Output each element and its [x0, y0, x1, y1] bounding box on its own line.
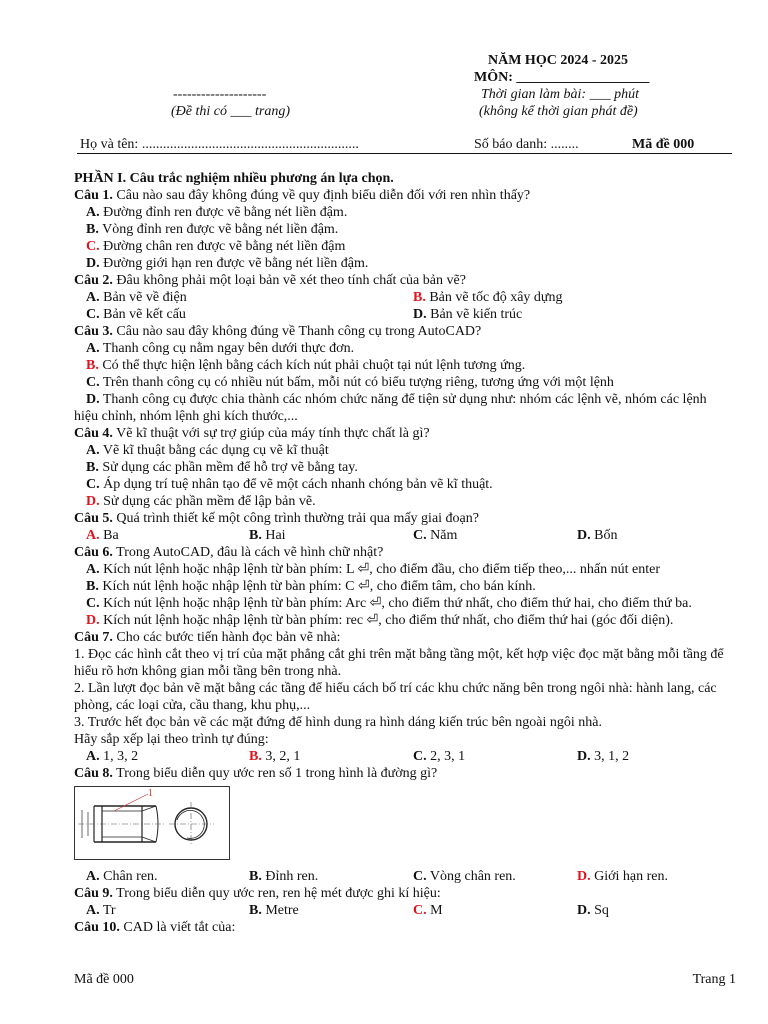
question-3: Câu 3. Câu nào sau đây không đúng về Thanh công cụ trong AutoCAD? — [74, 324, 482, 339]
q8-option-a: A. Chân ren. — [86, 869, 158, 884]
header-dashes: -------------------- — [173, 87, 267, 102]
q4-option-d: D. Sử dụng các phần mềm để lập bản vẽ. — [86, 494, 316, 509]
q1-option-c: C. Đường chân ren được vẽ bằng nét liền đậm — [86, 239, 346, 254]
question-9: Câu 9. Trong biểu diễn quy ước ren, ren hệ mét được ghi kí hiệu: — [74, 886, 441, 901]
q8-option-d: D. Giới hạn ren. — [577, 869, 669, 884]
q7-option-d: D. 3, 1, 2 — [577, 749, 630, 764]
q3-option-c: C. Trên thanh công cụ có nhiều nút bấm, mỗi nút có biểu tượng riêng, tương ứng với một lệnh — [86, 375, 614, 390]
q7-option-b: B. 3, 2, 1 — [249, 749, 301, 764]
q8-option-c: C. Vòng chân ren. — [413, 869, 516, 884]
q1-option-a: A. Đường đỉnh ren được vẽ bằng nét liền đậm. — [86, 205, 348, 220]
question-10: Câu 10. CAD là viết tắt của: — [74, 920, 236, 935]
thread-drawing-svg — [74, 786, 230, 860]
exam-code: Mã đề 000 — [632, 137, 695, 152]
question-5: Câu 5. Quá trình thiết kế một công trình thường trải qua mấy giai đoạn? — [74, 511, 479, 526]
q4-option-a: A. Vẽ kĩ thuật bằng các dụng cụ vẽ kĩ thuật — [86, 443, 329, 458]
q2-options-row-2 — [74, 306, 734, 323]
footer-page-number: Trang 1 — [692, 972, 736, 987]
thread-drawing-figure — [74, 786, 230, 860]
question-1: Câu 1. Câu nào sau đây không đúng về quy định biểu diễn đối với ren nhìn thấy? — [74, 188, 531, 203]
q2-option-c: C. Bản vẽ kết cấu — [86, 307, 186, 322]
subject-line: MÔN: ___________________ — [474, 70, 650, 85]
q1-option-b: B. Vòng đỉnh ren được vẽ bằng nét liền đậm. — [86, 222, 339, 237]
q3-option-d: D. Thanh công cụ được chia thành các nhóm chức năng để tiện sử dụng như: nhóm các lệnh vẽ, nhóm các lệnh hiệu chỉnh, nhóm lệnh ghi kích thước,... — [74, 392, 707, 424]
school-year: NĂM HỌC 2024 - 2025 — [488, 53, 628, 68]
q3-option-b: B. Có thể thực hiện lệnh bằng cách kích nút phải chuột tại nút lệnh tương ứng. — [86, 358, 526, 373]
q5-options — [74, 527, 734, 544]
q5-option-b: B. Hai — [249, 528, 286, 543]
q3-option-a: A. Thanh công cụ nằm ngay bên dưới thực đơn. — [86, 341, 355, 356]
q2-option-b: B. Bản vẽ tốc độ xây dựng — [413, 290, 563, 305]
pages-note: (Đề thi có ___ trang) — [171, 104, 290, 119]
question-6: Câu 6. Trong AutoCAD, đâu là cách vẽ hình chữ nhật? — [74, 545, 384, 560]
q2-options-row-1 — [74, 289, 734, 306]
time-allowed: Thời gian làm bài: ___ phút — [481, 87, 639, 102]
q9-options — [74, 902, 734, 919]
q9-option-a: A. Tr — [86, 903, 116, 918]
question-7: Câu 7. Cho các bước tiến hành đọc bản vẽ nhà: — [74, 630, 341, 645]
q4-option-b: B. Sử dụng các phần mềm để hỗ trợ vẽ bằng tay. — [86, 460, 358, 475]
q7-step-2: 2. Lần lượt đọc bản vẽ mặt bằng các tầng để hiểu cách bố trí các khu chức năng bên trong ngôi nhà: hành lang, các phòng, các loại cửa, cầu thang, khu phụ,... — [74, 681, 717, 713]
q5-option-a: A. Ba — [86, 528, 119, 543]
q6-option-a: A. Kích nút lệnh hoặc nhập lệnh từ bàn phím: L ⏎, cho điểm đầu, cho điểm tiếp theo,... nhấn nút enter — [86, 562, 661, 577]
q7-step-3: 3. Trước hết đọc bản vẽ các mặt đứng để hình dung ra hình dáng kiến trúc bên ngoài ngôi nhà. — [74, 715, 603, 730]
question-4: Câu 4. Vẽ kĩ thuật với sự trợ giúp của máy tính thực chất là gì? — [74, 426, 430, 441]
q6-option-c: C. Kích nút lệnh hoặc nhập lệnh từ bàn phím: Arc ⏎, cho điểm thứ nhất, cho điểm thứ hai, cho điểm thứ ba. — [86, 596, 692, 611]
question-2: Câu 2. Đâu không phải một loại bản vẽ xét theo tính chất của bản vẽ? — [74, 273, 466, 288]
q4-option-c: C. Áp dụng trí tuệ nhân tạo để vẽ một cách nhanh chóng bản vẽ kĩ thuật. — [86, 477, 493, 492]
q5-option-c: C. Năm — [413, 528, 458, 543]
q7-instruction: Hãy sắp xếp lại theo trình tự đúng: — [74, 732, 269, 747]
q5-option-d: D. Bốn — [577, 528, 618, 543]
q2-option-d: D. Bản vẽ kiến trúc — [413, 307, 523, 322]
q8-options — [74, 868, 734, 885]
q7-option-c: C. 2, 3, 1 — [413, 749, 466, 764]
q7-option-a: A. 1, 3, 2 — [86, 749, 139, 764]
q6-option-b: B. Kích nút lệnh hoặc nhập lệnh từ bàn phím: C ⏎, cho điểm tâm, cho bán kính. — [86, 579, 536, 594]
q8-option-b: B. Đỉnh ren. — [249, 869, 319, 884]
time-note: (không kể thời gian phát đề) — [479, 104, 638, 119]
question-8: Câu 8. Trong biểu diễn quy ước ren số 1 trong hình là đường gì? — [74, 766, 438, 781]
q9-option-c: C. M — [413, 903, 443, 918]
q7-options — [74, 748, 734, 765]
figure-label-1: 1 — [148, 788, 153, 799]
q7-step-1: 1. Đọc các hình cắt theo vị trí của mặt phẳng cắt ghi trên mặt bằng tầng một, kết hợp việc đọc mặt bằng mỗi tầng để hiểu rõ hơn không gian mỗi tầng bên trong nhà. — [74, 647, 724, 679]
exam-body — [74, 170, 734, 936]
q6-option-d: D. Kích nút lệnh hoặc nhập lệnh từ bàn phím: rec ⏎, cho điểm thứ nhất, cho điểm thứ hai (góc đối diện). — [86, 613, 674, 628]
candidate-number-field: Số báo danh: ........ — [474, 137, 579, 152]
q1-option-d: D. Đường giới hạn ren được vẽ bằng nét liền đậm. — [86, 256, 369, 271]
student-name-field: Họ và tên: .............................................................. — [80, 137, 359, 152]
section-title: PHẦN I. Câu trắc nghiệm nhiều phương án lựa chọn. — [74, 171, 394, 186]
q9-option-d: D. Sq — [577, 903, 609, 918]
q2-option-a: A. Bản vẽ về điện — [86, 290, 187, 305]
header-rule — [77, 153, 732, 154]
q9-option-b: B. Metre — [249, 903, 299, 918]
footer-exam-code: Mã đề 000 — [74, 972, 134, 987]
